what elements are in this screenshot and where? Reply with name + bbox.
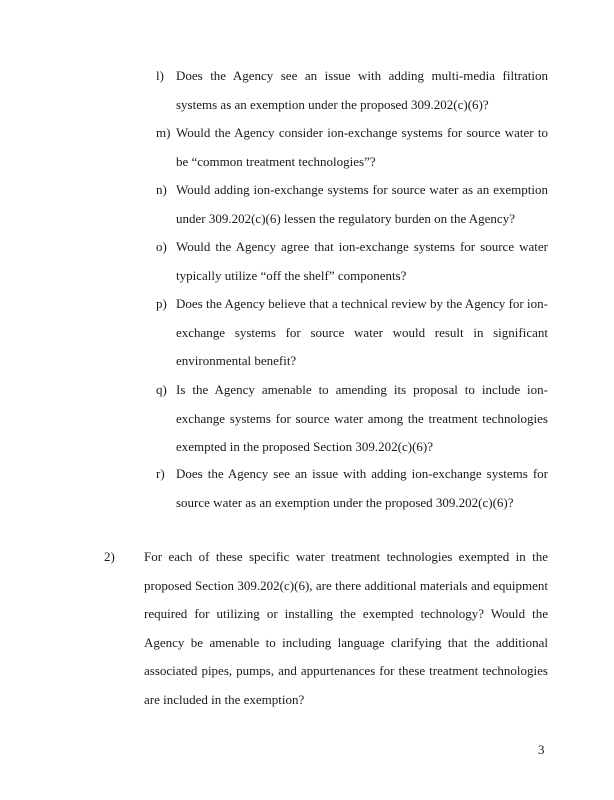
question-text: Does the Agency see an issue with adding ion-exchange systems for source water as an exemption under the proposed 309.202(c)(6)? bbox=[176, 466, 548, 510]
question-item bbox=[156, 233, 548, 290]
question-2-label: 2) bbox=[104, 549, 115, 564]
question-text: Does the Agency believe that a technical review by the Agency for ion-exchange systems for source water would result in significant environmental benefit? bbox=[176, 296, 548, 368]
question-2-text: For each of these specific water treatment technologies exempted in the proposed Section 309.202(c)(6), are there additional materials and equipment required for utilizing or installing the exempted technology? Would the Agency be amenable to including language clarifying that the additional associated pipes, pumps, and appurtenances for these treatment technologies are included in the exemption? bbox=[144, 549, 548, 707]
question-text: Is the Agency amenable to amending its proposal to include ion-exchange systems for source water among the treatment technologies exempted in the proposed Section 309.202(c)(6)? bbox=[176, 382, 548, 454]
question-label: m) bbox=[156, 125, 171, 140]
question-text: Does the Agency see an issue with adding multi-media filtration systems as an exemption under the proposed 309.202(c)(6)? bbox=[176, 68, 548, 112]
question-text: Would the Agency agree that ion-exchange systems for source water typically utilize “off the shelf” components? bbox=[176, 239, 548, 283]
question-label: r) bbox=[156, 466, 165, 481]
question-item bbox=[156, 119, 548, 176]
question-label: l) bbox=[156, 68, 164, 83]
question-label: o) bbox=[156, 239, 167, 254]
question-label: p) bbox=[156, 296, 167, 311]
question-item bbox=[156, 460, 548, 517]
question-item bbox=[156, 62, 548, 119]
page-number: 3 bbox=[538, 742, 545, 757]
question-item bbox=[156, 376, 548, 462]
question-2-item bbox=[104, 543, 548, 714]
question-label: q) bbox=[156, 382, 167, 397]
question-text: Would the Agency consider ion-exchange systems for source water to be “common treatment technologies”? bbox=[176, 125, 548, 169]
question-item bbox=[156, 290, 548, 376]
question-label: n) bbox=[156, 182, 167, 197]
question-text: Would adding ion-exchange systems for source water as an exemption under 309.202(c)(6) lessen the regulatory burden on the Agency? bbox=[176, 182, 548, 226]
question-item bbox=[156, 176, 548, 233]
